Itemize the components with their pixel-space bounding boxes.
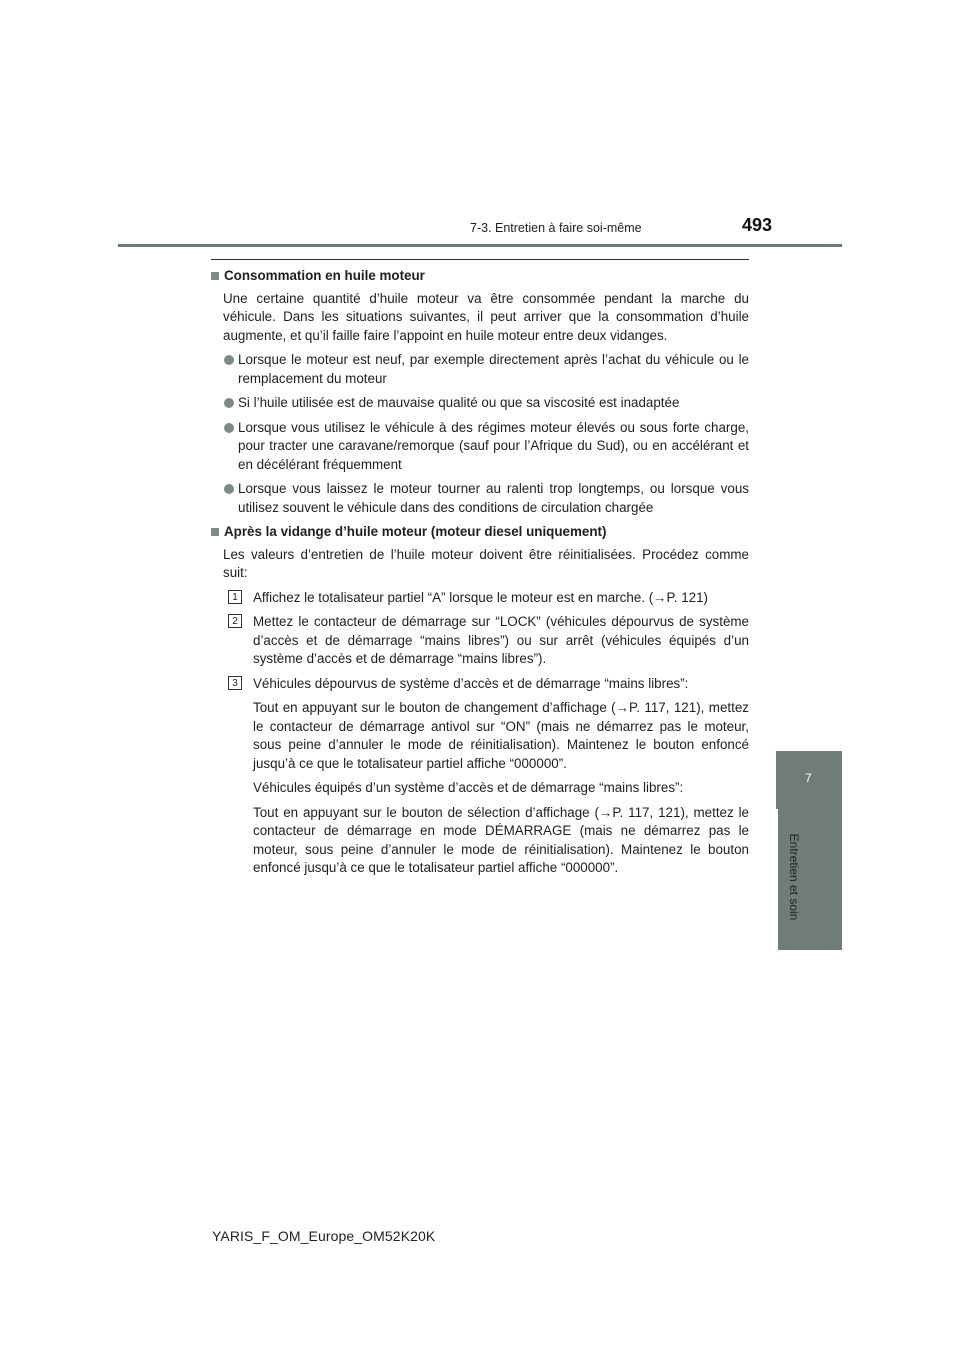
circle-bullet-icon [224, 423, 234, 433]
header-divider [118, 244, 842, 247]
list-item: Lorsque vous laissez le moteur tourner au ralenti trop longtemps, ou lorsque vous utilisez souvent le véhicule dans des conditions de circulation chargée [211, 480, 749, 517]
step-item: 2 Mettez le contacteur de démarrage sur “LOCK” (véhicules dépourvus de système d’accès et de démarrage “mains libres”) ou sur arrêt (véhicules équipés d’un système d’accès et de démarrage “mains libres”). [211, 613, 749, 669]
step-number: 3 [228, 676, 242, 690]
step-text: Tout en appuyant sur le bouton de changement d’affichage (→P. 117, 121), mettez le contacteur de démarrage antivol sur “ON” (mais ne démarrez pas le moteur, sous peine d’annuler le mode de réinitialisation). Maintenez le bouton enfoncé jusqu’à ce que le totalisateur partiel affiche “000000”. [253, 700, 749, 771]
list-item: Si l’huile utilisée est de mauvaise qualité ou que sa viscosité est inadaptée [211, 394, 749, 413]
section-paragraph: Une certaine quantité d’huile moteur va être consommée pendant la marche du véhicule. Dans les situations suivantes, il peut arriver que la consommation d’huile augmente, et qu’il faille faire l’appoint en huile moteur entre deux vidanges. [223, 290, 749, 343]
step-item: 3 Véhicules dépourvus de système d’accès et de démarrage “mains libres”: [211, 675, 749, 694]
chapter-tab[interactable] [776, 751, 842, 809]
section-heading: Consommation en huile moteur [211, 267, 749, 286]
step-item: 1 Affichez le totalisateur partiel “A” lorsque le moteur est en marche. (→P. 121) [211, 589, 749, 608]
step-text: Tout en appuyant sur le bouton de sélection d’affichage (→P. 117, 121), mettez le contacteur de démarrage en mode DÉMARRAGE (mais ne démarrez pas le moteur, sous peine d’annuler le mode de réinitialisation). Maintenez le bouton enfoncé jusqu’à ce que le totalisateur partiel affiche “000000”. [253, 804, 749, 875]
section-paragraph: Les valeurs d’entretien de l’huile moteur doivent être réinitialisées. Procédez comme suit: [223, 546, 749, 580]
section-heading: Après la vidange d’huile moteur (moteur diesel uniquement) [211, 523, 749, 542]
chapter-number: 7 [805, 771, 812, 785]
section-divider [211, 259, 749, 260]
circle-bullet-icon [224, 484, 234, 494]
circle-bullet-icon [224, 398, 234, 408]
list-item: Lorsque le moteur est neuf, par exemple directement après l’achat du véhicule ou le remplacement du moteur [211, 351, 749, 388]
step-number: 2 [228, 614, 242, 628]
document-code: YARIS_F_OM_Europe_OM52K20K [212, 1228, 436, 1244]
step-text: Véhicules équipés d’un système d’accès et de démarrage “mains libres”: [253, 780, 684, 795]
chapter-label: Entretien et soin [787, 833, 801, 921]
page-number: 493 [742, 215, 773, 235]
square-bullet-icon [211, 528, 219, 536]
header-section-title: 7-3. Entretien à faire soi-même [470, 221, 642, 235]
list-item: Lorsque vous utilisez le véhicule à des régimes moteur élevés ou sous forte charge, pour tracter une caravane/remorque (sauf pour l’Afrique du Sud), ou en accélérant et en décélérant fréquemment [211, 419, 749, 475]
circle-bullet-icon [224, 355, 234, 365]
step-number: 1 [228, 590, 242, 604]
page-content [211, 265, 749, 884]
square-bullet-icon [211, 272, 219, 280]
